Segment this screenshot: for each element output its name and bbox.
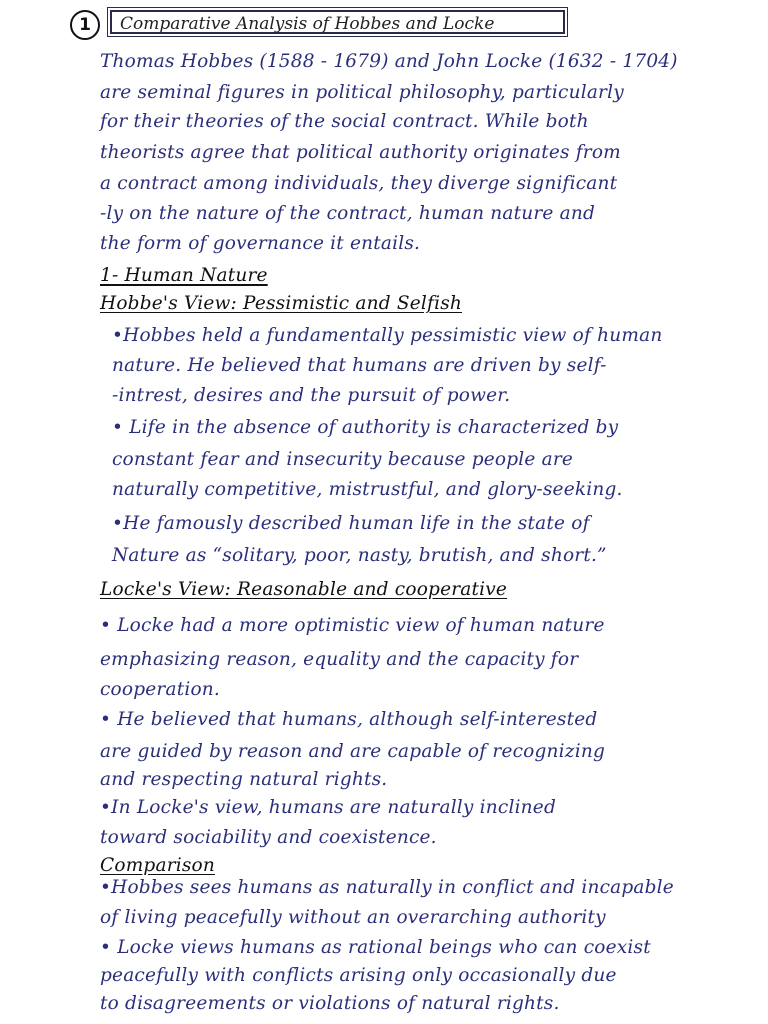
comparison-line: peacefully with conflicts arising only occasionally due <box>100 965 617 986</box>
comparison-line: •Hobbes sees humans as naturally in conflict and incapable <box>100 877 674 898</box>
hobbes-heading: Hobbe's View: Pessimistic and Selfish <box>100 293 463 314</box>
hobbes-line: •Hobbes held a fundamentally pessimistic view of human <box>112 325 663 346</box>
hobbes-line: naturally competitive, mistrustful, and glory-seeking. <box>112 479 623 500</box>
locke-line: are guided by reason and are capable of recognizing <box>100 741 605 762</box>
intro-line: for their theories of the social contract. While both <box>100 111 589 132</box>
hobbes-line: constant fear and insecurity because people are <box>112 449 574 470</box>
intro-line: are seminal figures in political philosophy, particularly <box>100 82 624 103</box>
comparison-line: of living peacefully without an overarching authority <box>100 907 606 928</box>
locke-line: emphasizing reason, equality and the capacity for <box>100 649 579 670</box>
locke-line: • He believed that humans, although self-interested <box>100 709 598 730</box>
intro-line: -ly on the nature of the contract, human nature and <box>100 203 596 224</box>
locke-line: toward sociability and coexistence. <box>100 827 437 848</box>
hobbes-line: Nature as “solitary, poor, nasty, brutish, and short.” <box>112 545 607 566</box>
intro-line: a contract among individuals, they diverge significant <box>100 173 618 194</box>
section-heading: 1- Human Nature <box>100 265 268 286</box>
locke-line: •In Locke's view, humans are naturally inclined <box>100 797 556 818</box>
page-title: Comparative Analysis of Hobbes and Locke <box>110 10 565 34</box>
hobbes-line: nature. He believed that humans are driven by self- <box>112 355 607 376</box>
comparison-line: to disagreements or violations of natural rights. <box>100 993 560 1014</box>
hobbes-line: •He famously described human life in the state of <box>112 513 590 534</box>
intro-line: Thomas Hobbes (1588 - 1679) and John Locke (1632 - 1704) <box>100 51 678 72</box>
locke-line: cooperation. <box>100 679 220 700</box>
hobbes-line: • Life in the absence of authority is characterized by <box>112 417 619 438</box>
hobbes-line: -intrest, desires and the pursuit of power. <box>112 385 511 406</box>
comparison-heading: Comparison <box>100 855 216 876</box>
section-number-badge: 1 <box>70 10 100 40</box>
intro-line: theorists agree that political authority originates from <box>100 142 621 163</box>
locke-line: and respecting natural rights. <box>100 769 388 790</box>
locke-line: • Locke had a more optimistic view of human nature <box>100 615 605 636</box>
intro-line: the form of governance it entails. <box>100 233 421 254</box>
title-row <box>70 8 580 38</box>
comparison-line: • Locke views humans as rational beings who can coexist <box>100 937 651 958</box>
locke-heading: Locke's View: Reasonable and cooperative <box>100 579 508 600</box>
